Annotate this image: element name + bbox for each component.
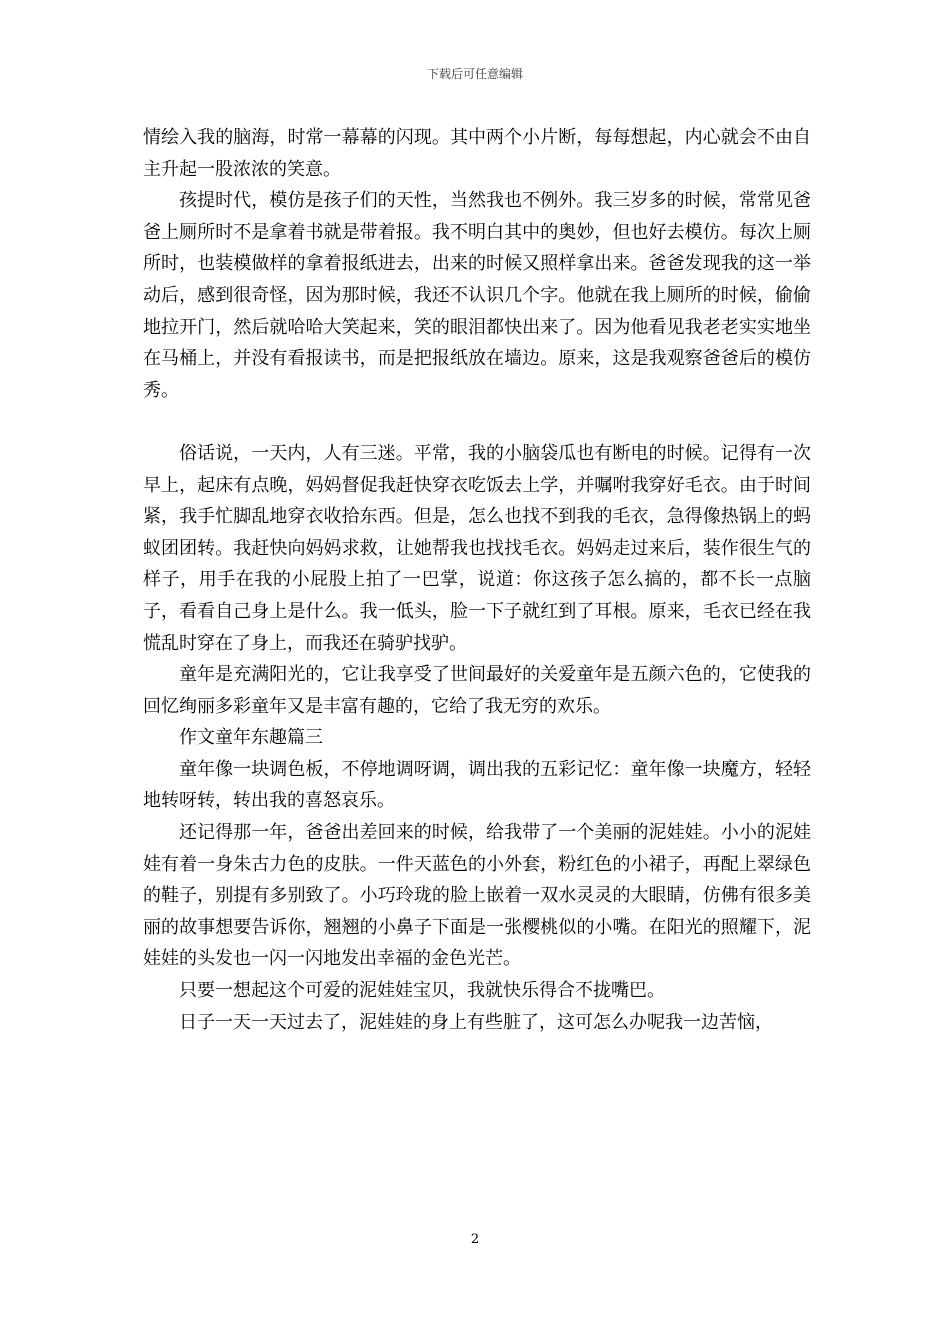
section-heading: 作文童年东趣篇三 — [179, 727, 323, 749]
document-body — [143, 122, 811, 1038]
page-number: 2 — [470, 1232, 480, 1247]
paragraph-spacer — [143, 406, 811, 438]
paragraph-sweater-story: 俗话说，一天内，人有三迷。平常，我的小脑袋瓜也有断电的时候。记得有一次早上，起床有点晚，妈妈督促我赶快穿衣吃饭去上学，并嘱咐我穿好毛衣。由于时间紧，我手忙脚乱地穿衣收拾东西。但是，怎么也找不到我的毛衣，急得像热锅上的蚂蚁团团转。我赶快向妈妈求救，让她帮我也找找毛衣。妈妈走过来后，装作很生气的样子，用手在我的小屁股上拍了一巴掌，说道：你这孩子怎么搞的，都不长一点脑子，看看自己身上是什么。我一低头，脸一下子就红到了耳根。原来，毛衣已经在我慌乱时穿在了身上，而我还在骑驴找驴。 — [143, 442, 811, 654]
paragraph-palette-intro: 童年像一块调色板，不停地调呀调，调出我的五彩记忆：童年像一块魔方，轻轻地转呀转，转出我的喜怒哀乐。 — [143, 758, 811, 812]
paragraph-days-pass: 日子一天一天过去了，泥娃娃的身上有些脏了，这可怎么办呢我一边苦恼， — [179, 1011, 773, 1033]
paragraph-happy: 只要一想起这个可爱的泥娃娃宝贝，我就快乐得合不拢嘴巴。 — [179, 980, 665, 1002]
paragraph-childhood-summary: 童年是充满阳光的，它让我享受了世间最好的关爱童年是五颜六色的，它使我的回忆绚丽多彩童年又是丰富有趣的，它给了我无穷的欢乐。 — [143, 664, 811, 717]
paragraph-imitation-story: 孩提时代，模仿是孩子们的天性，当然我也不例外。我三岁多的时候，常常见爸爸上厕所时不是拿着书就是带着报。我不明白其中的奥妙，但也好去模仿。每次上厕所时，也装模做样的拿着报纸进去，出来的时候又照样拿出来。爸爸发现我的这一举动后，感到很奇怪，因为那时候，我还不认识几个字。他就在我上厕所的时候，偷偷地拉开门，然后就哈哈大笑起来，笑的眼泪都快出来了。因为他看见我老老实实地坐在马桶上，并没有看报读书，而是把报纸放在墙边。原来，这是我观察爸爸后的模仿秀。 — [143, 190, 811, 401]
header-note: 下载后可任意编辑 — [426, 67, 523, 81]
paragraph-continuation: 情绘入我的脑海，时常一幕幕的闪现。其中两个小片断，每每想起，内心就会不由自主升起一股浓浓的笑意。 — [143, 127, 811, 180]
paragraph-clay-doll: 还记得那一年，爸爸出差回来的时候，给我带了一个美丽的泥娃娃。小小的泥娃娃有着一身朱古力色的皮肤。一件天蓝色的小外套，粉红色的小裙子，再配上翠绿色的鞋子，别提有多别致了。小巧玲珑的脸上嵌着一双水灵灵的大眼睛，仿佛有很多美丽的故事想要告诉你，翘翘的小鼻子下面是一张樱桃似的小嘴。在阳光的照耀下，泥娃娃的头发也一闪一闪地发出幸福的金色光芒。 — [143, 822, 811, 970]
